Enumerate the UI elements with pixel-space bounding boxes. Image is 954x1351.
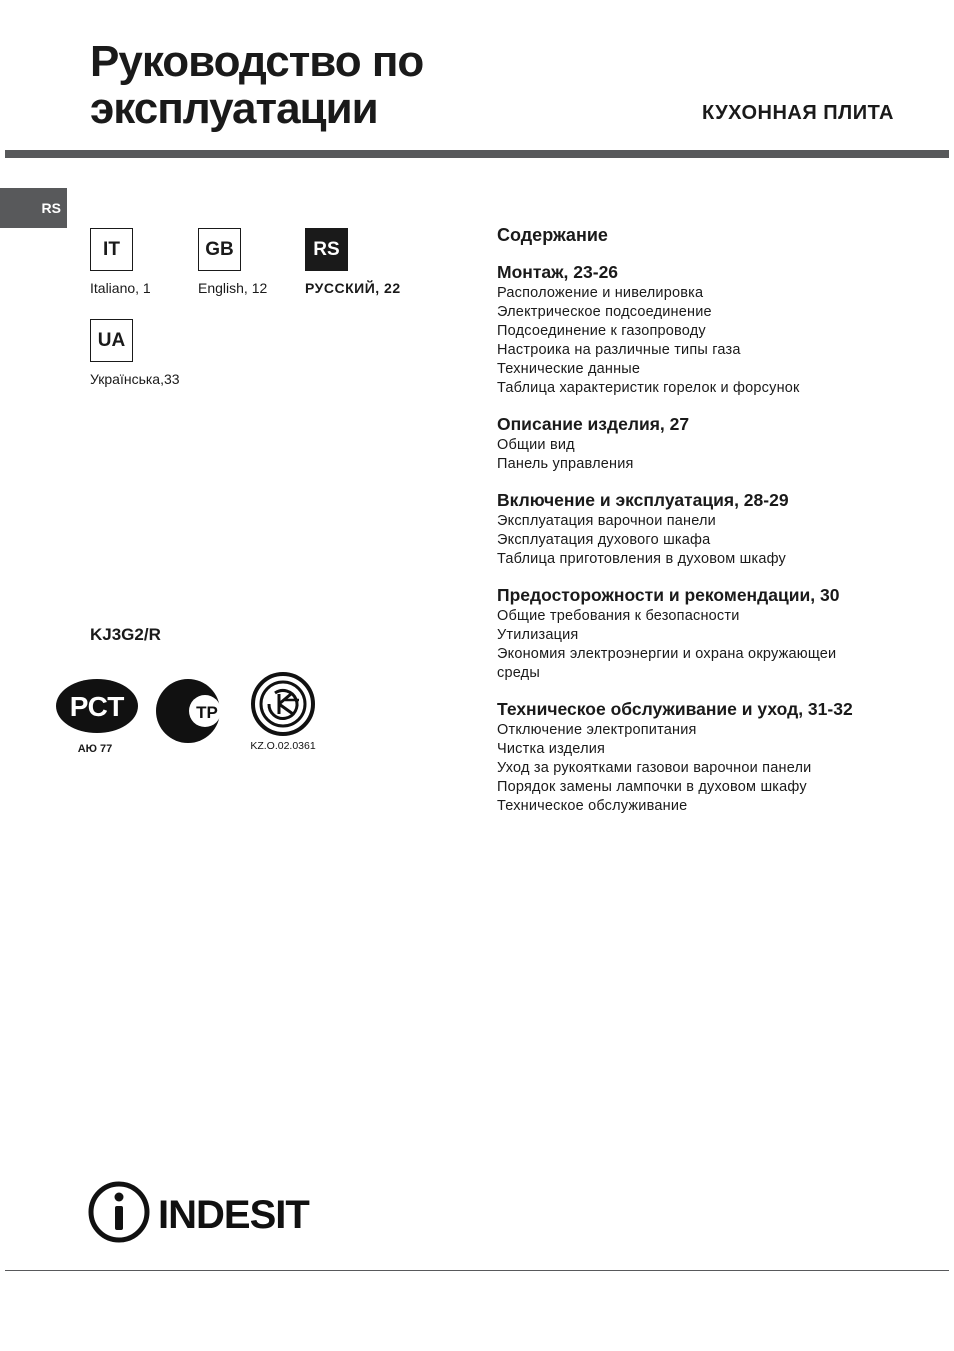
language-gb[interactable] xyxy=(198,228,318,296)
language-it[interactable] xyxy=(90,228,210,296)
indesit-logo xyxy=(88,1180,328,1249)
toc-item: Таблица приготовления в духовом шкафу xyxy=(497,551,787,567)
toc-item: Расположение и нивелировка xyxy=(497,285,704,301)
certification-marks xyxy=(55,672,335,767)
toc-item: Порядок замены лампочки в духовом шкафу xyxy=(497,779,807,795)
toc-section-obsluzhivanie xyxy=(497,698,907,816)
tr-mark-icon xyxy=(156,679,221,743)
toc-item: Общии вид xyxy=(497,437,575,453)
language-ua[interactable] xyxy=(90,319,210,387)
toc-item: Экономия электроэнергии и охрана окружающеи xyxy=(497,646,837,662)
rst-caption: АЮ 77 xyxy=(77,743,113,755)
toc-item: Отключение электропитания xyxy=(497,722,697,738)
toc-item: Технические данные xyxy=(497,361,641,377)
toc-heading: Предосторожности и рекомендации, 30 xyxy=(497,585,840,605)
rst-mark-text: РСТ xyxy=(69,691,125,722)
toc-section-opisanie xyxy=(497,413,907,474)
tr-mark-text: ТР xyxy=(196,703,218,722)
title-line-2: эксплуатации xyxy=(90,84,378,133)
model-number: KJ3G2/R xyxy=(90,625,161,644)
language-code-box: UA xyxy=(90,319,133,362)
toc-heading: Монтаж, 23-26 xyxy=(497,262,619,282)
page-title xyxy=(90,38,423,132)
language-label: English, 12 xyxy=(198,280,268,296)
toc-item: Уход за рукоятками газовои варочнои панели xyxy=(497,760,812,776)
certification-logos xyxy=(55,672,335,762)
language-label: Italiano, 1 xyxy=(90,280,151,296)
toc-item: Панель управления xyxy=(497,456,634,472)
header-divider xyxy=(5,150,949,158)
title-line-1: Руководство по xyxy=(90,37,424,86)
brand-name: INDESIT xyxy=(158,1193,309,1237)
toc-item: Чистка изделия xyxy=(497,741,606,757)
language-label: Українська,33 xyxy=(90,371,180,387)
language-code-box: IT xyxy=(90,228,133,271)
toc-item: Эксплуатация варочнои панели xyxy=(497,513,716,529)
language-rs[interactable] xyxy=(305,228,425,296)
toc-item: Эксплуатация духового шкафа xyxy=(497,532,711,548)
toc-title: Содержание xyxy=(497,225,608,245)
toc-section-vklyuchenie xyxy=(497,489,907,569)
toc-item: Электрическое подсоединение xyxy=(497,304,712,320)
toc-heading: Описание изделия, 27 xyxy=(497,414,690,434)
toc-item: Подсоединение к газопроводу xyxy=(497,323,706,339)
toc-item: Таблица характеристик горелок и форсунок xyxy=(497,380,800,396)
toc-section-montazh xyxy=(497,261,907,398)
indesit-logo-icon xyxy=(88,1180,328,1244)
language-side-tab: RS xyxy=(0,188,67,228)
language-label: РУССКИЙ, 22 xyxy=(305,280,401,296)
kz-mark-icon xyxy=(250,674,316,752)
rst-mark-icon xyxy=(56,679,138,755)
toc-item: Настроика на различные типы газа xyxy=(497,342,741,358)
language-code-box: GB xyxy=(198,228,241,271)
toc-heading: Включение и эксплуатация, 28-29 xyxy=(497,490,789,510)
footer-divider xyxy=(5,1270,949,1271)
toc-heading: Техническое обслуживание и уход, 31-32 xyxy=(497,699,853,719)
toc-item: Утилизация xyxy=(497,627,579,643)
language-code-box: RS xyxy=(305,228,348,271)
toc-section-predostorozhnosti xyxy=(497,584,907,683)
toc-item: Общие требования к безопасности xyxy=(497,608,740,624)
toc-item: среды xyxy=(497,665,540,681)
table-of-contents xyxy=(497,225,907,831)
toc-item: Техническое обслуживание xyxy=(497,798,688,814)
kz-caption: KZ.O.02.0361 xyxy=(250,740,316,752)
product-type: КУХОННАЯ ПЛИТА xyxy=(702,102,894,124)
